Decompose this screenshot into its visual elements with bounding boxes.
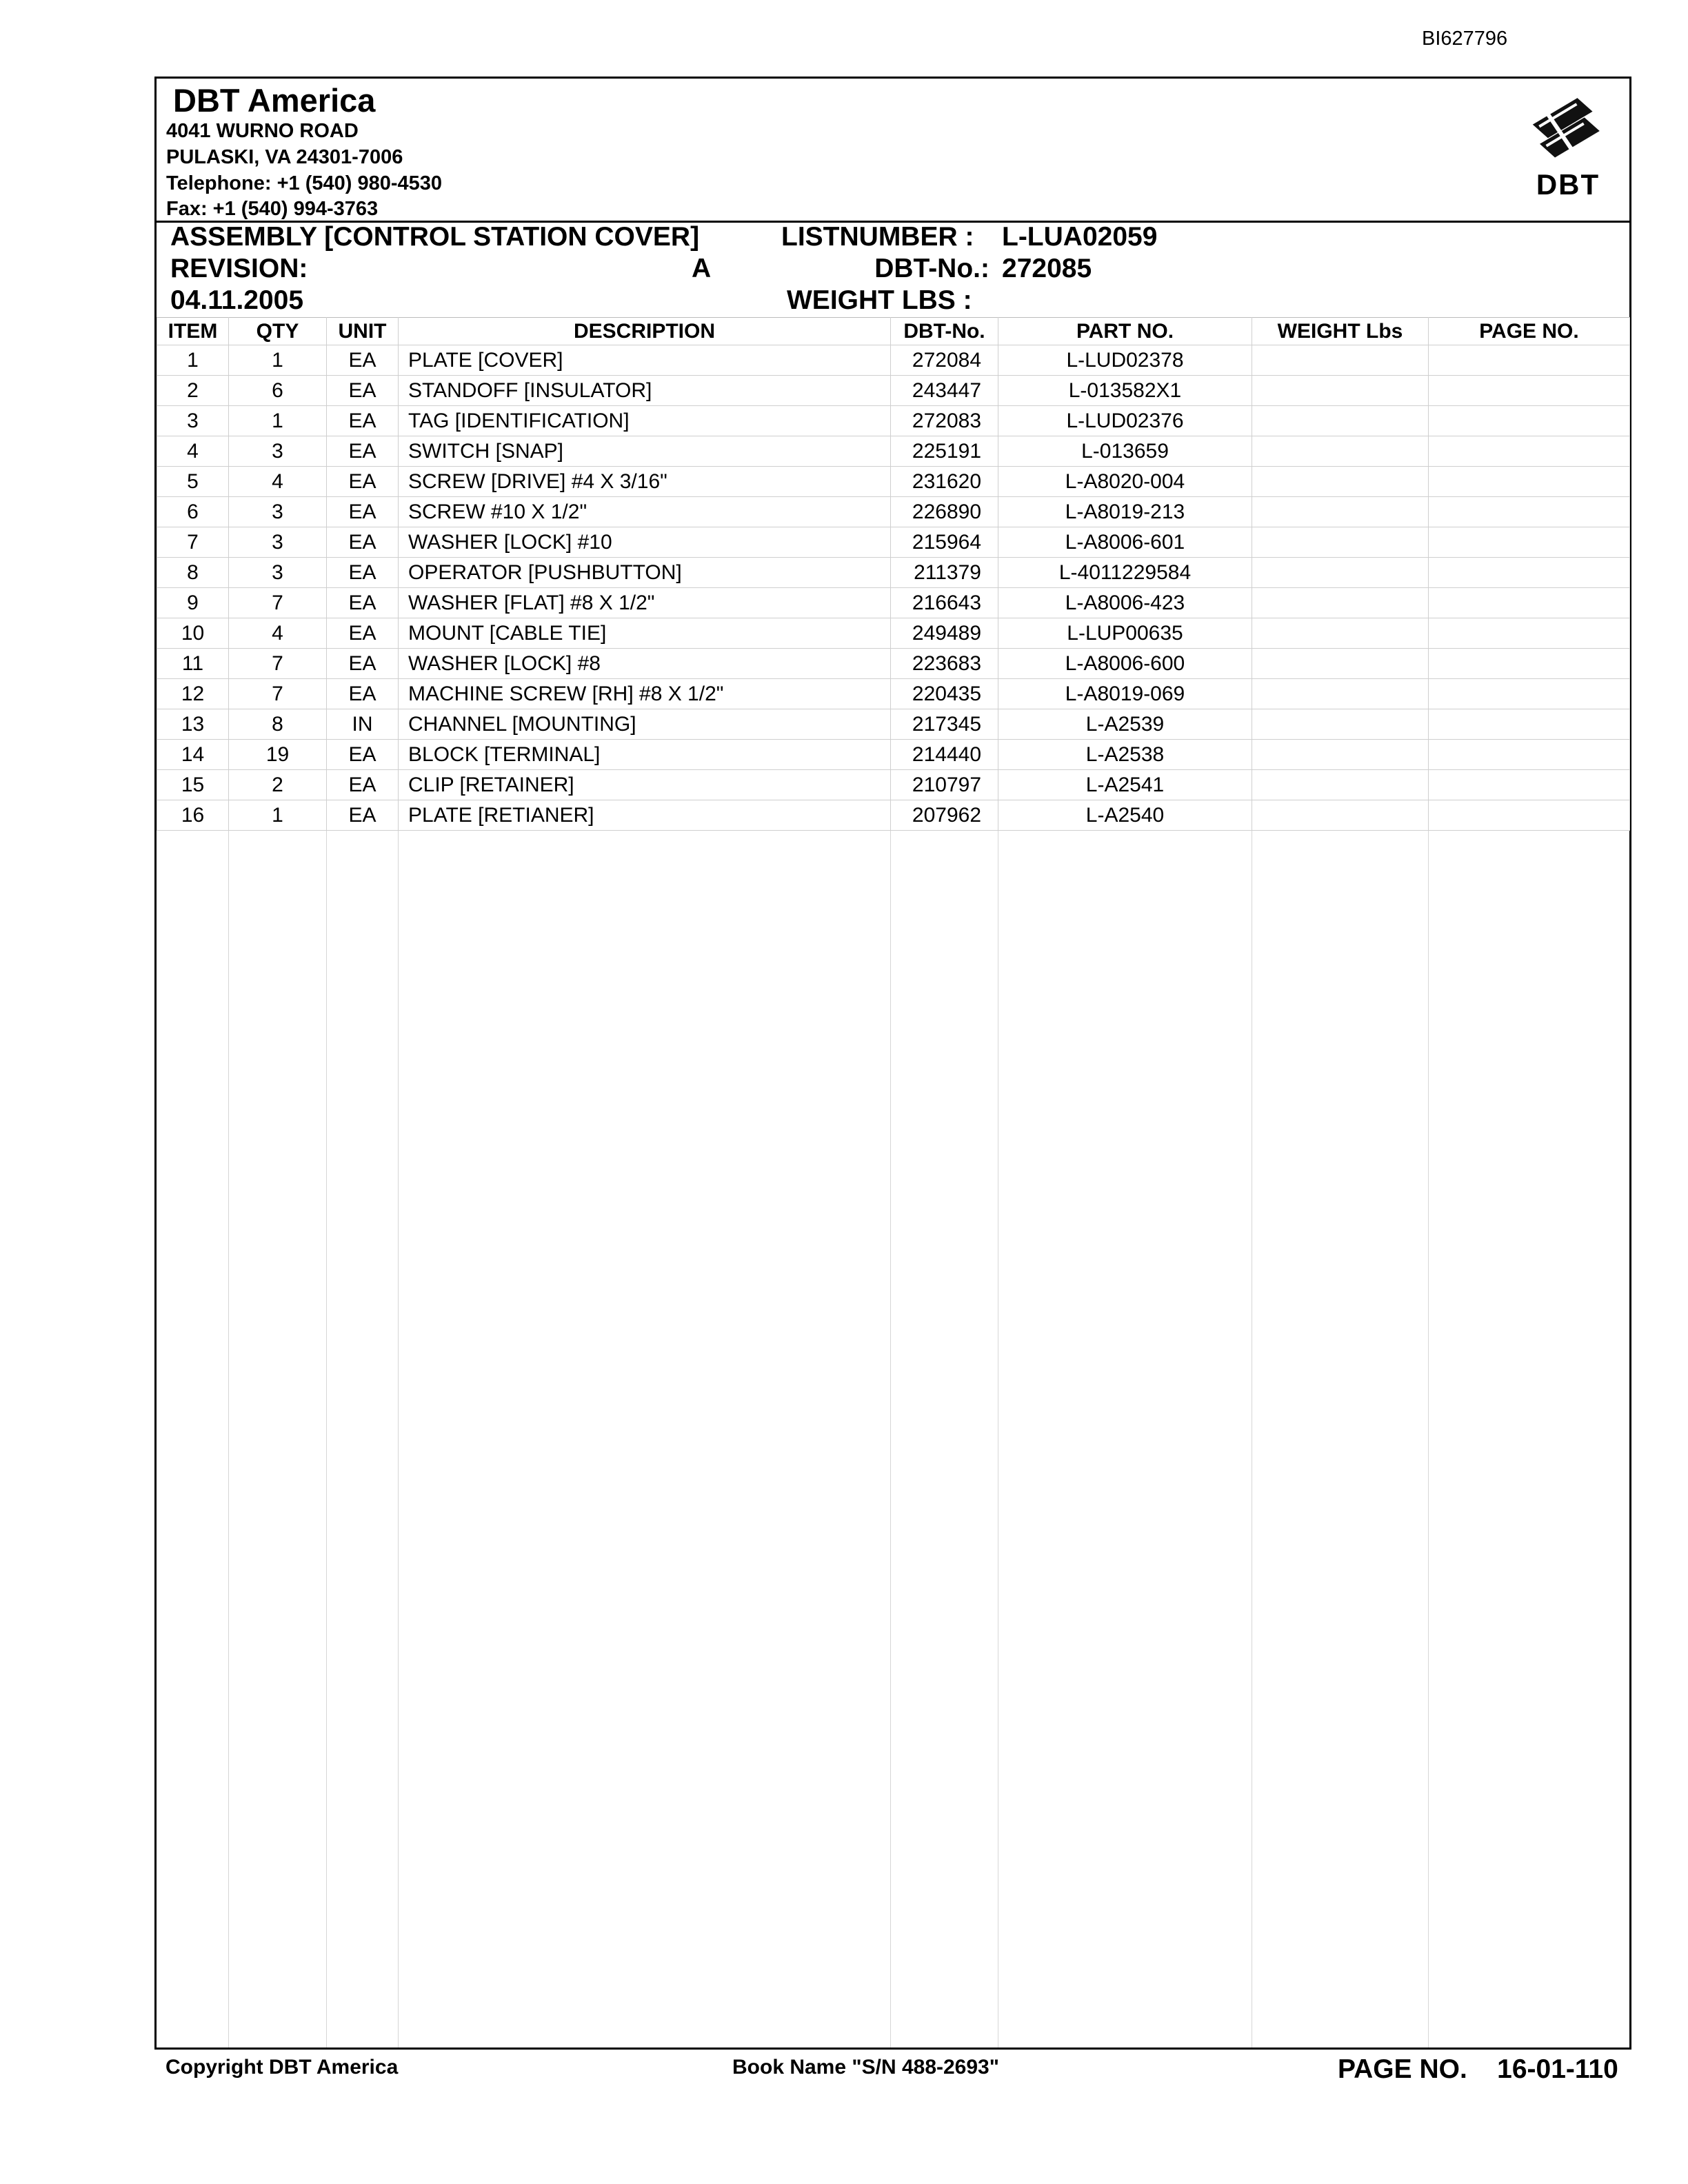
- cell-qty: 7: [229, 649, 327, 679]
- footer-copyright: Copyright DBT America: [165, 2056, 399, 2079]
- cell-dbt-no: 272084: [891, 345, 998, 376]
- cell-weight: [1252, 649, 1429, 679]
- company-telephone: Telephone: +1 (540) 980-4530: [166, 172, 443, 194]
- cell-unit: EA: [327, 497, 399, 527]
- cell-unit: EA: [327, 376, 399, 406]
- footer-page-number: [1338, 2054, 1618, 2085]
- cell-page-no: [1429, 709, 1630, 740]
- table-row: [157, 527, 1630, 558]
- cell-description: SCREW [DRIVE] #4 X 3/16": [399, 467, 891, 497]
- cell-weight: [1252, 376, 1429, 406]
- column-header-item: ITEM: [157, 318, 229, 345]
- cell-item: 12: [157, 679, 229, 709]
- cell-dbt-no: 225191: [891, 436, 998, 467]
- cell-page-no: [1429, 588, 1630, 618]
- cell-page-no: [1429, 436, 1630, 467]
- cell-item: 2: [157, 376, 229, 406]
- table-row: [157, 588, 1630, 618]
- listnumber-value: L-LUA02059: [1002, 222, 1158, 252]
- assembly-title: ASSEMBLY [CONTROL STATION COVER]: [170, 222, 700, 252]
- cell-page-no: [1429, 527, 1630, 558]
- weight-label: WEIGHT LBS :: [787, 285, 972, 315]
- cell-description: OPERATOR [PUSHBUTTON]: [399, 558, 891, 588]
- table-row: [157, 345, 1630, 376]
- cell-weight: [1252, 406, 1429, 436]
- cell-description: WASHER [FLAT] #8 X 1/2": [399, 588, 891, 618]
- cell-description: PLATE [COVER]: [399, 345, 891, 376]
- cell-weight: [1252, 345, 1429, 376]
- cell-description: STANDOFF [INSULATOR]: [399, 376, 891, 406]
- cell-unit: EA: [327, 406, 399, 436]
- cell-weight: [1252, 436, 1429, 467]
- table-row: [157, 770, 1630, 800]
- parts-table: [157, 317, 1630, 831]
- cell-part-no: L-A8006-600: [998, 649, 1252, 679]
- cell-page-no: [1429, 345, 1630, 376]
- cell-page-no: [1429, 618, 1630, 649]
- dbt-logo-icon: [1527, 98, 1609, 201]
- cell-dbt-no: 231620: [891, 467, 998, 497]
- cell-page-no: [1429, 376, 1630, 406]
- cell-item: 5: [157, 467, 229, 497]
- cell-unit: EA: [327, 679, 399, 709]
- dbt-number-label: DBT-No.:: [874, 254, 989, 283]
- cell-item: 14: [157, 740, 229, 770]
- cell-item: 7: [157, 527, 229, 558]
- cell-part-no: L-LUD02378: [998, 345, 1252, 376]
- cell-weight: [1252, 709, 1429, 740]
- cell-item: 4: [157, 436, 229, 467]
- list-date: 04.11.2005: [170, 285, 304, 315]
- cell-dbt-no: 210797: [891, 770, 998, 800]
- table-row: [157, 558, 1630, 588]
- cell-weight: [1252, 679, 1429, 709]
- cell-qty: 4: [229, 618, 327, 649]
- cell-qty: 1: [229, 800, 327, 831]
- table-row: [157, 679, 1630, 709]
- cell-unit: EA: [327, 467, 399, 497]
- cell-item: 10: [157, 618, 229, 649]
- cell-qty: 1: [229, 406, 327, 436]
- column-header-page-no: PAGE NO.: [1429, 318, 1630, 345]
- cell-unit: EA: [327, 345, 399, 376]
- cell-qty: 3: [229, 497, 327, 527]
- cell-qty: 7: [229, 588, 327, 618]
- cell-unit: EA: [327, 618, 399, 649]
- cell-unit: EA: [327, 770, 399, 800]
- cell-qty: 3: [229, 558, 327, 588]
- cell-page-no: [1429, 497, 1630, 527]
- company-name: DBT America: [173, 82, 376, 119]
- cell-dbt-no: 217345: [891, 709, 998, 740]
- cell-unit: EA: [327, 740, 399, 770]
- cell-part-no: L-A2540: [998, 800, 1252, 831]
- cell-weight: [1252, 497, 1429, 527]
- cell-description: CLIP [RETAINER]: [399, 770, 891, 800]
- table-row: [157, 406, 1630, 436]
- cell-dbt-no: 215964: [891, 527, 998, 558]
- cell-part-no: L-013582X1: [998, 376, 1252, 406]
- cell-qty: 6: [229, 376, 327, 406]
- cell-item: 13: [157, 709, 229, 740]
- cell-weight: [1252, 467, 1429, 497]
- cell-part-no: L-A8019-213: [998, 497, 1252, 527]
- column-header-qty: QTY: [229, 318, 327, 345]
- table-row: [157, 436, 1630, 467]
- cell-dbt-no: 243447: [891, 376, 998, 406]
- cell-page-no: [1429, 649, 1630, 679]
- cell-weight: [1252, 527, 1429, 558]
- dbt-number-value: 272085: [1002, 254, 1092, 283]
- table-row: [157, 800, 1630, 831]
- cell-item: 6: [157, 497, 229, 527]
- cell-page-no: [1429, 558, 1630, 588]
- parts-list-sheet: [154, 77, 1631, 2050]
- cell-dbt-no: 207962: [891, 800, 998, 831]
- listnumber-label: LISTNUMBER :: [781, 222, 974, 252]
- cell-qty: 19: [229, 740, 327, 770]
- cell-part-no: L-A2541: [998, 770, 1252, 800]
- cell-part-no: L-A8020-004: [998, 467, 1252, 497]
- column-header-unit: UNIT: [327, 318, 399, 345]
- cell-page-no: [1429, 740, 1630, 770]
- table-header-row: [157, 318, 1630, 345]
- table-row: [157, 709, 1630, 740]
- cell-unit: EA: [327, 558, 399, 588]
- cell-item: 1: [157, 345, 229, 376]
- table-row: [157, 497, 1630, 527]
- cell-weight: [1252, 770, 1429, 800]
- cell-dbt-no: 223683: [891, 649, 998, 679]
- company-fax: Fax: +1 (540) 994-3763: [166, 198, 379, 220]
- cell-weight: [1252, 740, 1429, 770]
- cell-part-no: L-A8006-601: [998, 527, 1252, 558]
- cell-description: CHANNEL [MOUNTING]: [399, 709, 891, 740]
- cell-part-no: L-LUD02376: [998, 406, 1252, 436]
- cell-dbt-no: 226890: [891, 497, 998, 527]
- cell-description: PLATE [RETIANER]: [399, 800, 891, 831]
- cell-qty: 3: [229, 527, 327, 558]
- cell-unit: EA: [327, 649, 399, 679]
- cell-page-no: [1429, 406, 1630, 436]
- cell-unit: EA: [327, 527, 399, 558]
- cell-item: 15: [157, 770, 229, 800]
- cell-part-no: L-A2539: [998, 709, 1252, 740]
- cell-description: BLOCK [TERMINAL]: [399, 740, 891, 770]
- cell-part-no: L-A8006-423: [998, 588, 1252, 618]
- revision-label: REVISION:: [170, 254, 308, 283]
- cell-page-no: [1429, 679, 1630, 709]
- cell-unit: EA: [327, 588, 399, 618]
- column-header-dbt-no: DBT-No.: [891, 318, 998, 345]
- document-id: BI627796: [1422, 28, 1508, 50]
- cell-qty: 3: [229, 436, 327, 467]
- cell-description: WASHER [LOCK] #10: [399, 527, 891, 558]
- cell-page-no: [1429, 770, 1630, 800]
- cell-description: SCREW #10 X 1/2": [399, 497, 891, 527]
- column-header-part-no: PART NO.: [998, 318, 1252, 345]
- table-row: [157, 740, 1630, 770]
- cell-page-no: [1429, 467, 1630, 497]
- cell-dbt-no: 272083: [891, 406, 998, 436]
- company-address-line1: 4041 WURNO ROAD: [166, 120, 359, 142]
- revision-value: A: [692, 254, 712, 283]
- cell-item: 3: [157, 406, 229, 436]
- company-address-line2: PULASKI, VA 24301-7006: [166, 146, 403, 168]
- cell-part-no: L-013659: [998, 436, 1252, 467]
- cell-item: 11: [157, 649, 229, 679]
- cell-description: TAG [IDENTIFICATION]: [399, 406, 891, 436]
- cell-part-no: L-LUP00635: [998, 618, 1252, 649]
- footer-book-name: Book Name "S/N 488-2693": [732, 2056, 999, 2079]
- cell-dbt-no: 211379: [891, 558, 998, 588]
- cell-qty: 2: [229, 770, 327, 800]
- svg-text:DBT: DBT: [1536, 168, 1600, 201]
- cell-dbt-no: 216643: [891, 588, 998, 618]
- cell-qty: 8: [229, 709, 327, 740]
- cell-part-no: L-4011229584: [998, 558, 1252, 588]
- cell-dbt-no: 214440: [891, 740, 998, 770]
- table-row: [157, 376, 1630, 406]
- cell-item: 8: [157, 558, 229, 588]
- cell-item: 9: [157, 588, 229, 618]
- cell-item: 16: [157, 800, 229, 831]
- cell-dbt-no: 249489: [891, 618, 998, 649]
- footer-page-value: 16-01-110: [1497, 2054, 1618, 2084]
- cell-dbt-no: 220435: [891, 679, 998, 709]
- column-header-description: DESCRIPTION: [399, 318, 891, 345]
- cell-description: WASHER [LOCK] #8: [399, 649, 891, 679]
- cell-qty: 7: [229, 679, 327, 709]
- cell-unit: EA: [327, 800, 399, 831]
- cell-qty: 4: [229, 467, 327, 497]
- cell-description: MACHINE SCREW [RH] #8 X 1/2": [399, 679, 891, 709]
- cell-weight: [1252, 588, 1429, 618]
- cell-qty: 1: [229, 345, 327, 376]
- cell-description: SWITCH [SNAP]: [399, 436, 891, 467]
- cell-page-no: [1429, 800, 1630, 831]
- footer-page-label: PAGE NO.: [1338, 2054, 1467, 2084]
- cell-part-no: L-A8019-069: [998, 679, 1252, 709]
- cell-weight: [1252, 800, 1429, 831]
- cell-weight: [1252, 618, 1429, 649]
- cell-description: MOUNT [CABLE TIE]: [399, 618, 891, 649]
- table-row: [157, 618, 1630, 649]
- cell-part-no: L-A2538: [998, 740, 1252, 770]
- cell-unit: EA: [327, 436, 399, 467]
- column-header-weight: WEIGHT Lbs: [1252, 318, 1429, 345]
- table-row: [157, 467, 1630, 497]
- cell-weight: [1252, 558, 1429, 588]
- table-row: [157, 649, 1630, 679]
- cell-unit: IN: [327, 709, 399, 740]
